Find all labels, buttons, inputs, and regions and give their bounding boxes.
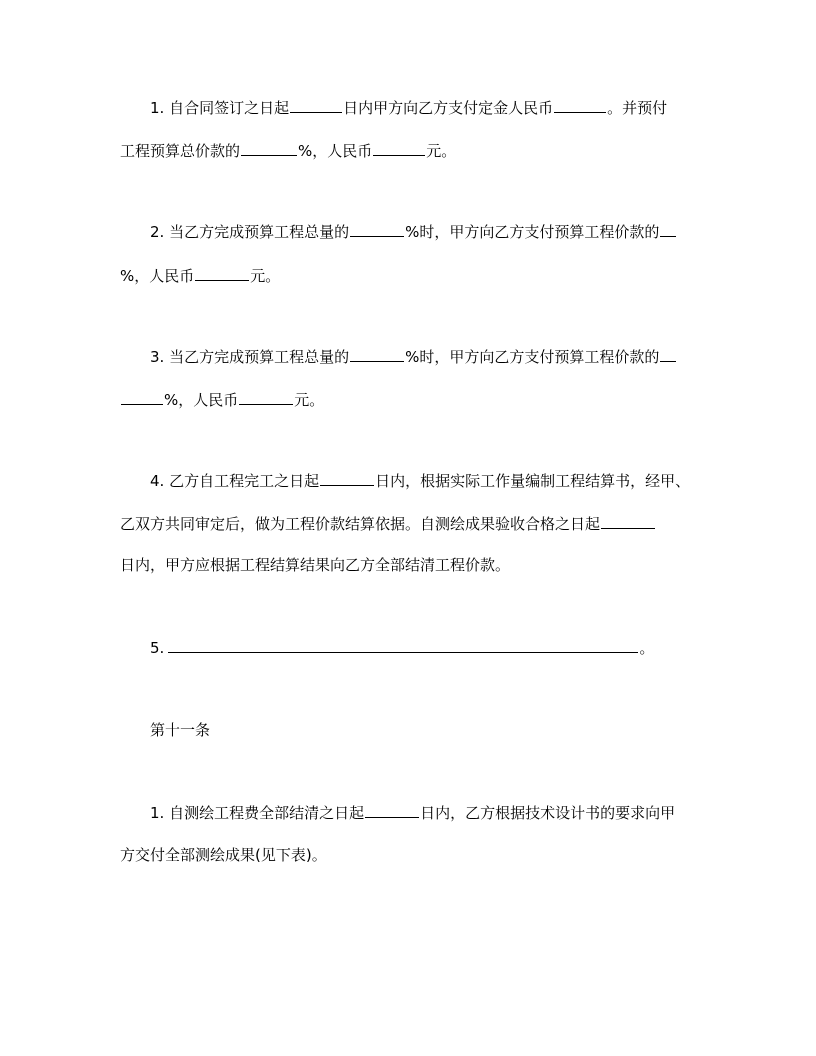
- p5-line: [150, 637, 654, 658]
- p2-text-d: 元。: [250, 267, 281, 285]
- p6-text-a: 1. 自测绘工程费全部结清之日起: [150, 804, 365, 822]
- blank-field: [601, 513, 655, 529]
- blank-field: [239, 389, 293, 405]
- p2-text-c: %，人民币: [120, 267, 195, 285]
- blank-field: [660, 221, 676, 237]
- p3-text-a: 3. 当乙方完成预算工程总量的: [150, 348, 350, 366]
- p4-text-b: 日内，根据实际工作量编制工程结算书，经甲、: [375, 472, 691, 490]
- p1-line1: [150, 97, 667, 118]
- p4-text-c: 乙双方共同审定后，做为工程价款结算依据。自测绘成果验收合格之日起: [120, 515, 601, 533]
- p6-text-c: 方交付全部测绘成果(见下表)。: [120, 846, 327, 864]
- blank-field: [554, 97, 606, 113]
- p1-text-f: 元。: [426, 142, 457, 160]
- blank-field: [660, 346, 676, 362]
- p2-line1: [150, 221, 677, 242]
- p4-line1: [150, 470, 690, 491]
- p1-text-b: 日内甲方向乙方支付定金人民币: [343, 99, 554, 117]
- p1-text-a: 1. 自合同签订之日起: [150, 99, 290, 117]
- p4-text-a: 4. 乙方自工程完工之日起: [150, 472, 320, 490]
- p3-line2: [120, 389, 324, 410]
- p5-prefix: 5.: [150, 639, 165, 657]
- p5-suffix: 。: [639, 639, 655, 657]
- p1-text-d: 工程预算总价款的: [120, 142, 241, 160]
- blank-field: [121, 389, 163, 405]
- blank-field: [373, 140, 425, 156]
- p4-line3: [120, 555, 510, 575]
- article-heading: 第十一条: [150, 721, 211, 739]
- blank-field: [195, 265, 249, 281]
- p6-text-b: 日内，乙方根据技术设计书的要求向甲: [420, 804, 676, 822]
- p3-line1: [150, 346, 677, 367]
- p4-line2: [120, 513, 656, 534]
- p3-text-c: %，人民币: [164, 391, 239, 409]
- p3-text-b: %时，甲方向乙方支付预算工程价款的: [405, 348, 660, 366]
- p3-text-d: 元。: [294, 391, 325, 409]
- p6-line1: [150, 802, 675, 823]
- blank-field: [350, 346, 404, 362]
- blank-field: [241, 140, 297, 156]
- blank-field: [350, 221, 404, 237]
- p2-line2: [120, 265, 280, 286]
- p1-text-c: 。并预付: [607, 99, 668, 117]
- blank-field: [365, 802, 419, 818]
- p6-line2: [120, 845, 327, 865]
- p2-text-b: %时，甲方向乙方支付预算工程价款的: [405, 223, 660, 241]
- blank-field: [168, 637, 638, 653]
- p2-text-a: 2. 当乙方完成预算工程总量的: [150, 223, 350, 241]
- p1-line2: [120, 140, 456, 161]
- blank-field: [290, 97, 342, 113]
- p4-text-d: 日内，甲方应根据工程结算结果向乙方全部结清工程价款。: [120, 556, 511, 574]
- p1-text-e: %，人民币: [298, 142, 373, 160]
- blank-field: [320, 470, 374, 486]
